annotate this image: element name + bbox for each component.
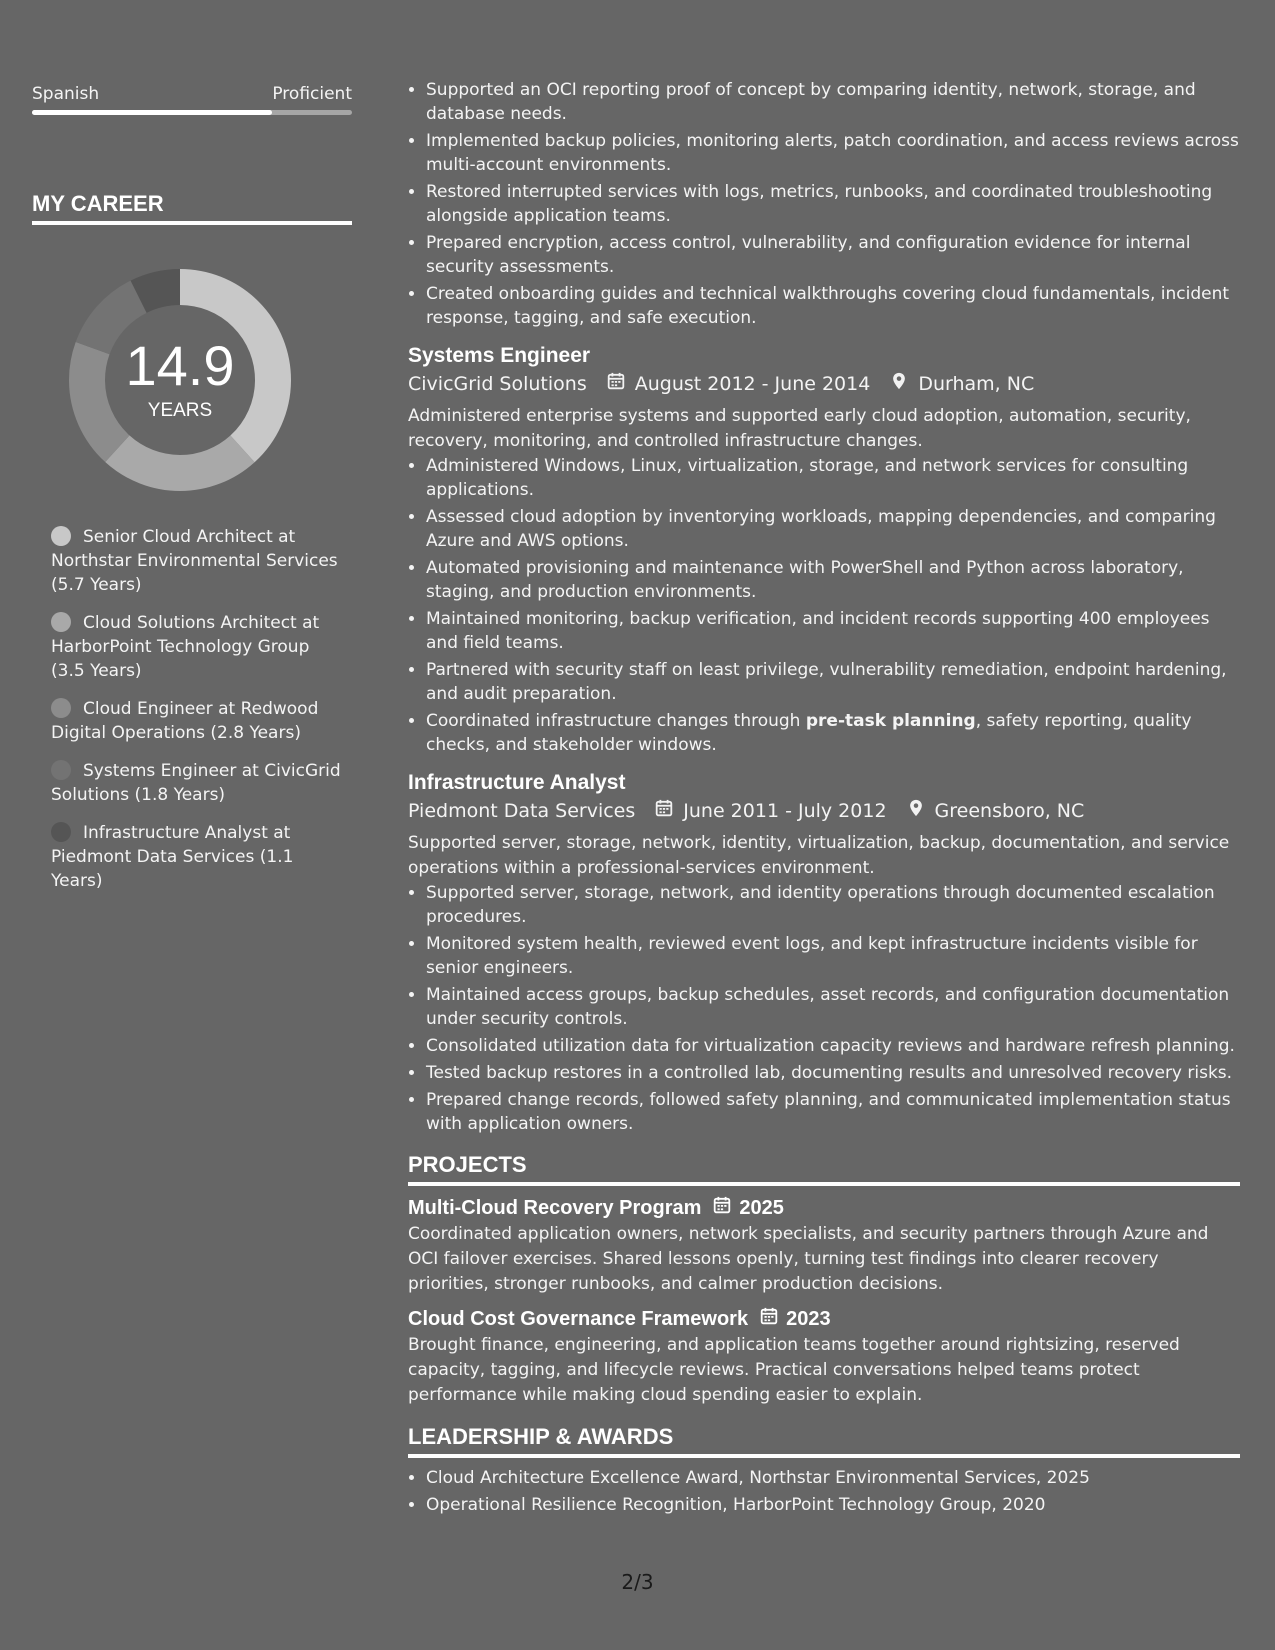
- bullet-item: • Prepared encryption, access control, vulnerability, and configuration evidence for internal security assessments.: [426, 231, 1240, 279]
- legend-label: Infrastructure Analyst at Piedmont Data Services (1.1 Years): [51, 823, 294, 891]
- job-bullets: [408, 454, 1240, 757]
- career-legend-item: [51, 525, 341, 597]
- bullet-item: • Created onboarding guides and technical walkthroughs covering cloud fundamentals, incident response, tagging, and safe execution.: [426, 282, 1240, 330]
- bullet-item: • Maintained monitoring, backup verification, and incident records supporting 400 employees and field teams.: [426, 607, 1240, 655]
- job-entry: [408, 344, 1240, 757]
- map-pin-icon: [890, 370, 908, 398]
- bullet-item: • Restored interrupted services with logs, metrics, runbooks, and coordinated troubleshooting alongside application teams.: [426, 180, 1240, 228]
- job-meta: [408, 797, 1240, 825]
- career-legend-item: [51, 697, 341, 745]
- bullet-item: • Supported an OCI reporting proof of concept by comparing identity, network, storage, and database needs.: [426, 78, 1240, 126]
- language-proficiency-fill: [32, 110, 272, 115]
- job-location: Greensboro, NC: [934, 800, 1085, 822]
- job-description: Administered enterprise systems and supported early cloud adoption, automation, security, recovery, monitoring, and controlled infrastructure changes.: [408, 406, 1191, 451]
- job-bullets: [408, 881, 1240, 1136]
- career-heading: MY CAREER: [32, 191, 352, 225]
- project-year: 2025: [739, 1196, 784, 1219]
- job-dates: June 2011 - July 2012: [683, 800, 887, 822]
- project-title: [408, 1307, 1240, 1331]
- job-list: [408, 344, 1240, 1136]
- legend-dot-icon: [51, 760, 71, 780]
- legend-dot-icon: [51, 612, 71, 632]
- bullet-item: • Prepared change records, followed safety planning, and communicated implementation status with application owners.: [426, 1088, 1240, 1136]
- career-legend-item: [51, 759, 341, 807]
- project-year: 2023: [786, 1307, 831, 1330]
- bullet-item: • Consolidated utilization data for virtualization capacity reviews and hardware refresh planning.: [426, 1034, 1240, 1058]
- calendar-icon: [607, 370, 625, 398]
- page-number: 2/3: [621, 1570, 654, 1594]
- bullet-item: • Maintained access groups, backup schedules, asset records, and configuration documentation under security controls.: [426, 983, 1240, 1031]
- bold-phrase: pre-task planning: [805, 711, 976, 731]
- map-pin-icon: [907, 797, 925, 825]
- projects-heading: PROJECTS: [408, 1152, 1240, 1186]
- donut-center: [65, 265, 295, 495]
- career-legend-item: [51, 611, 341, 683]
- calendar-icon: [760, 1307, 778, 1331]
- job-title: Infrastructure Analyst: [408, 771, 626, 794]
- bullet-item: • Cloud Architecture Excellence Award, Northstar Environmental Services, 2025: [426, 1466, 1240, 1490]
- previous-job-bullets: [408, 78, 1240, 330]
- career-legend-item: [51, 821, 341, 893]
- bullet-item: • Implemented backup policies, monitoring alerts, patch coordination, and access reviews across multi-account environments.: [426, 129, 1240, 177]
- bullet-item: • Automated provisioning and maintenance with PowerShell and Python across laboratory, staging, and production environments.: [426, 556, 1240, 604]
- language-name: Spanish: [32, 84, 100, 104]
- main-content: [408, 78, 1240, 1520]
- project-name: Multi-Cloud Recovery Program: [408, 1196, 702, 1219]
- job-company: CivicGrid Solutions: [408, 373, 587, 395]
- legend-label: Systems Engineer at CivicGrid Solutions (1.8 Years): [51, 761, 341, 805]
- career-legend: [51, 525, 341, 893]
- total-years-value: 14.9: [125, 334, 235, 397]
- bullet-item: • Monitored system health, reviewed event logs, and kept infrastructure incidents visible for senior engineers.: [426, 932, 1240, 980]
- bullet-item: • Tested backup restores in a controlled lab, documenting results and unresolved recovery risks.: [426, 1061, 1240, 1085]
- calendar-icon: [713, 1196, 731, 1220]
- project-description: Coordinated application owners, network specialists, and security partners through Azure and OCI failover exercises. Shared lessons openly, turning test findings into clearer recovery priorities, stronger runbooks, and calmer production decisions.: [408, 1224, 1209, 1294]
- project-description: Brought finance, engineering, and application teams together around rightsizing, reserved capacity, tagging, and lifecycle reviews. Practical conversations helped teams protect performance while making cloud spending easier to explain.: [408, 1335, 1180, 1405]
- language-level: Proficient: [272, 84, 352, 104]
- job-location: Durham, NC: [918, 373, 1035, 395]
- projects-section: [408, 1152, 1240, 1408]
- bullet-item: • Administered Windows, Linux, virtualization, storage, and network services for consulting applications.: [426, 454, 1240, 502]
- awards-heading: LEADERSHIP & AWARDS: [408, 1424, 1240, 1458]
- awards-list: [408, 1466, 1240, 1517]
- job-entry: [408, 771, 1240, 1136]
- language-row: [32, 78, 352, 110]
- job-description: Supported server, storage, network, identity, virtualization, backup, documentation, and service operations within a professional-services environment.: [408, 833, 1230, 878]
- job-dates: August 2012 - June 2014: [634, 373, 871, 395]
- legend-label: Cloud Solutions Architect at HarborPoint Technology Group (3.5 Years): [51, 613, 320, 681]
- legend-dot-icon: [51, 822, 71, 842]
- project-name: Cloud Cost Governance Framework: [408, 1307, 749, 1330]
- bullet-item: • Supported server, storage, network, and identity operations through documented escalation procedures.: [426, 881, 1240, 929]
- job-meta: [408, 370, 1240, 398]
- bullet-item: • Coordinated infrastructure changes through pre-task planning, safety reporting, quality checks, and stakeholder windows.: [426, 709, 1240, 757]
- job-title: Systems Engineer: [408, 344, 591, 367]
- bullet-item: • Partnered with security staff on least privilege, vulnerability remediation, endpoint hardening, and audit preparation.: [426, 658, 1240, 706]
- awards-section: [408, 1424, 1240, 1517]
- bullet-item: • Operational Resilience Recognition, HarborPoint Technology Group, 2020: [426, 1493, 1240, 1517]
- language-proficiency-bar: [32, 110, 352, 115]
- legend-label: Cloud Engineer at Redwood Digital Operations (2.8 Years): [51, 699, 319, 743]
- sidebar: [32, 78, 352, 907]
- career-donut-chart: [65, 265, 295, 495]
- calendar-icon: [655, 797, 673, 825]
- bullet-item: • Assessed cloud adoption by inventorying workloads, mapping dependencies, and comparing Azure and AWS options.: [426, 505, 1240, 553]
- job-company: Piedmont Data Services: [408, 800, 636, 822]
- legend-label: Senior Cloud Architect at Northstar Environmental Services (5.7 Years): [51, 527, 338, 595]
- legend-dot-icon: [51, 698, 71, 718]
- project-title: [408, 1196, 1240, 1220]
- project-list: [408, 1196, 1240, 1408]
- legend-dot-icon: [51, 526, 71, 546]
- total-years-unit: YEARS: [147, 400, 213, 421]
